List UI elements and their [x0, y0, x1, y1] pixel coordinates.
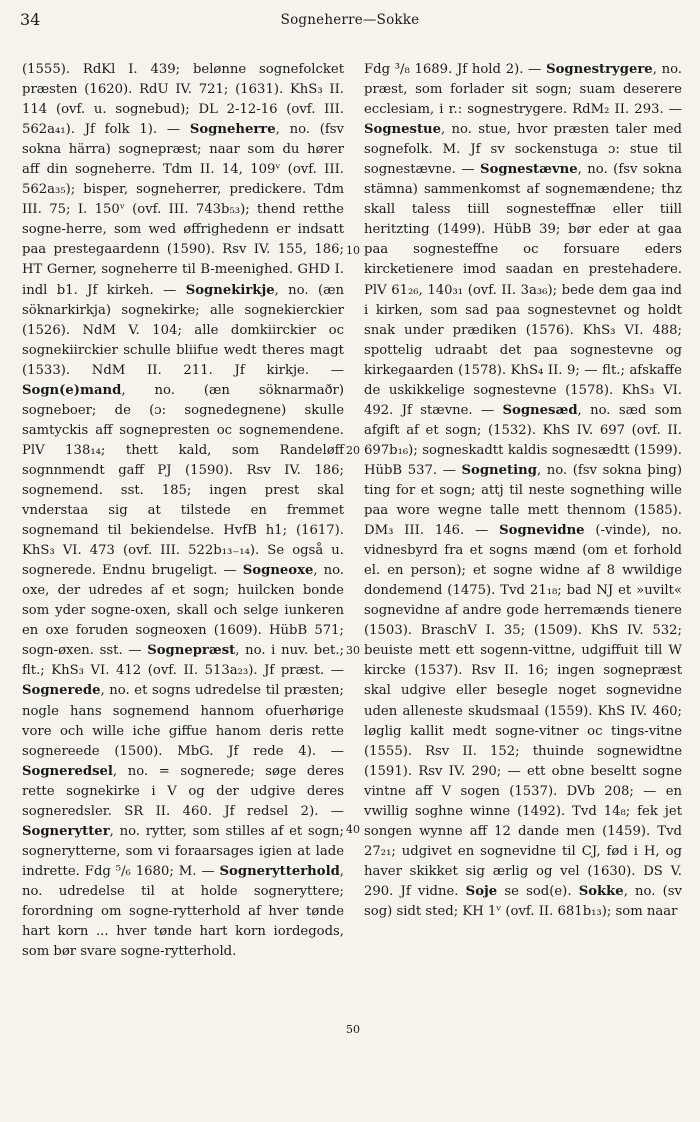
line-number-50: 50	[346, 1023, 360, 1036]
line-number-20: 20	[346, 444, 360, 457]
headword: Sognerytter	[22, 823, 110, 839]
headword: Sogneredsel	[22, 763, 113, 779]
entry-text: , no. præst, som forlader sit sogn; suam deserere ecclesiam, i r.: sognestrygere. RdM₂ II. 293. —	[364, 62, 682, 118]
entry-text: , no. udredelse til at holde sognerytterе; forordning om sogne-rytterhold af hver tønde hart korn ... hver tønde hart korn iordegods, som bør svare sogne-rytterhold.	[22, 863, 344, 960]
entry-text: , no. stue, hvor præsten taler med sognefolk. M. Jf sv sockenstuga ɔ: stue til sognestævne. —	[364, 122, 682, 178]
left-column	[22, 60, 344, 962]
headword: Sognepræst	[147, 643, 236, 659]
headword: Sognekirkje	[185, 282, 275, 298]
headword: Sognesæd	[502, 402, 578, 418]
headword: Sognestævne	[480, 162, 578, 178]
headword: Sognerede	[22, 683, 101, 699]
entry-text: , no. (fsv sokna stämna) sammenkomst af sognemændene; thz skall taless tiill sognesteffnæ eller tiill heritzting (1499). HübB 39; bør eder at gaa paa sognesteffne oc forsuare eders kircketienere imod saadan en prestehadere. PlV 61₂₆, 140₃₁ (ovf. II. 3a₃₆); bede dem gaa ind i kirken, som sad paa sognestevnet og holdt snak under prædiken (1576). KhS₃ VI. 488; spottelig udraabt det paa sognestevne og kirkegaarden (1578). KhS₄ II. 9; — flt.; afskaffe de uskikkelige sognestevne (1578). KhS₃ VI. 492. Jf stævne. —	[364, 162, 682, 418]
headword: Sognestrygere	[546, 62, 653, 77]
line-number-30: 30	[346, 644, 360, 657]
headword: Sogneoxe	[242, 563, 314, 579]
entry-text: , no. et sogns udredelse til præsten; nogle hans sognemend hannom ofuerhørige vore och wille iche giffue hanom deris rette sognereede (1500). MbG. Jf rede 4). —	[22, 683, 344, 759]
page-header	[20, 10, 680, 32]
line-number-10: 10	[346, 244, 360, 257]
headword: Sognerytterhold	[219, 863, 340, 879]
headword: Sogn(e)mand	[22, 382, 122, 398]
headword: Sokke	[578, 883, 624, 899]
entry-text: , no. oxe, der udredes af et sogn; huilcken bonde som yder sogne-oxen, skall och selge iunkeren en oxe foruden sogneoxen (1609). HübB 571; sogn-øxen. sst. —	[22, 563, 344, 659]
running-head: Sogneherre—Sokke	[280, 12, 420, 28]
entry-text: Fdg ³/₈ 1689. Jf hold 2). —	[364, 62, 547, 77]
left-column-text	[22, 60, 344, 962]
headword: Sogneting	[461, 462, 537, 478]
headword: Sognestue	[364, 122, 442, 138]
headword: Sognevidne	[499, 523, 585, 539]
entry-text: , no. (sv sog) sidt sted; KH 1ᵛ (ovf. II. 681b₁₃); som naar	[364, 883, 682, 919]
entry-text: , no. i nuv. bet.; flt.; KhS₃ VI. 412 (ovf. II. 513a₂₃). Jf præst. —	[22, 643, 344, 679]
entry-text: , no. sæd som afgift af et sogn; (1532). KhS IV. 697 (ovf. II. 697b₁₆); sogneskadtt kaldis sognesædtt (1599). HübB 537. —	[364, 402, 682, 478]
entry-text: , no. (fsv sokna härra) sognepræst; naar som du hører aff din sogneherre. Tdm II. 14, 109ᵛ (ovf. III. 562a₃₅); bisper, sogneherrer, predickere. Tdm III. 75; I. 150ᵛ (ovf. III. 743b₅₃); thend retthe sogne-herre, som wed øffrighedenn er indsatt paa prestegaardenn (1590). Rsv IV. 155, 186; HT Gerner, sogneherre til B-meenighed. GHD I. indl b1. Jf kirkeh. —	[22, 122, 345, 298]
entry-text: (-vinde), no. vidnesbyrd fra et sogns mænd (om et forhold el. en person); et sogne widne af 8 wwildige dondemend (1475). Tvd 21₁₈; bad NJ et »uvilt« sognevidne af andre gode herremænds tienere (1503). BraschV I. 35; (1509). KhS IV. 532; beuiste mett ett sogenn-vittne, udgiffuit till W kircke (1537). Rsv II. 16; ingen sognepræst skal udgive eller besegle noget sognevidne uden alleneste skudsmaal (1559). KhS IV. 460; løglig kallit medt sogne-vitner oc tings-vitne (1555). Rsv II. 152; thuinde sognewidtne (1591). Rsv IV. 290; — ett obne beseltt sogne vintne aff V sogen (1537). DVb 208; — en vwillig soghne winne (1492). Tvd 14₈; fek jet songen wynne aff 12 dande men (1459). Tvd 27₂₁; udgivet en sognevidne til CJ, fød i H, og haver skikket sig ærlig og vel (1630). DS V. 290. Jf vidne.	[364, 523, 682, 899]
entry-text: (1555). RdKl I. 439; belønne sognefolcket præsten (1620). RdU IV. 721; (1631). KhS₃ II. 114 (ovf. u. sognebud); DL 2-12-16 (ovf. III. 562a₄₁). Jf folk 1). —	[22, 62, 344, 138]
entry-text: , no. (æn söknarkirkja) sognekirke; alle sognekierckier (1526). NdM V. 104; alle domkiirckier oc sognekiirckier schulle bliifue wedt theres magt (1533). NdM II. 211. Jf kirkje. —	[22, 282, 345, 378]
right-column	[364, 60, 682, 922]
line-number-40: 40	[346, 823, 360, 836]
entry-text: , no. (æn söknarmaðr) sogneboer; de (ɔ: sognedegnene) skulle samtyckis aff sognepresten oc sognemendene. PlV 138₁₄; thett kald, som Randeløff sognnmendt gaff PJ (1590). Rsv IV. 186; sognemend. sst. 185; ingen prest skal vnderstaa sig at tilstede en fremmet sognemand til bekiendelse. HvfB h1; (1617). KhS₃ VI. 473 (ovf. III. 522b₁₃₋₁₄). Se også u. sognerede. Endnu brugeligt. —	[22, 382, 344, 579]
headword: Sogneherre	[189, 122, 276, 138]
entry-text: , no. (fsv sokna þing) ting for et sogn; attj til neste sognething wille paa wore wegne talle mett thennom (1585). DM₃ III. 146. —	[364, 462, 682, 539]
entry-text: , no. = sognerede; søge deres rette sognekirke i V og der udgive deres sogneredsler. SR II. 460. Jf redsel 2). —	[22, 763, 344, 819]
headword: Soje	[465, 883, 498, 899]
entry-text: , no. rytter, som stilles af et sogn; sognerytterne, som vi foraarsages igien at lade indrette. Fdg ⁵/₆ 1680; M. —	[22, 823, 344, 879]
page-number: 34	[20, 10, 41, 29]
right-column-text	[364, 60, 682, 922]
entry-text: se sod(e).	[497, 883, 579, 899]
